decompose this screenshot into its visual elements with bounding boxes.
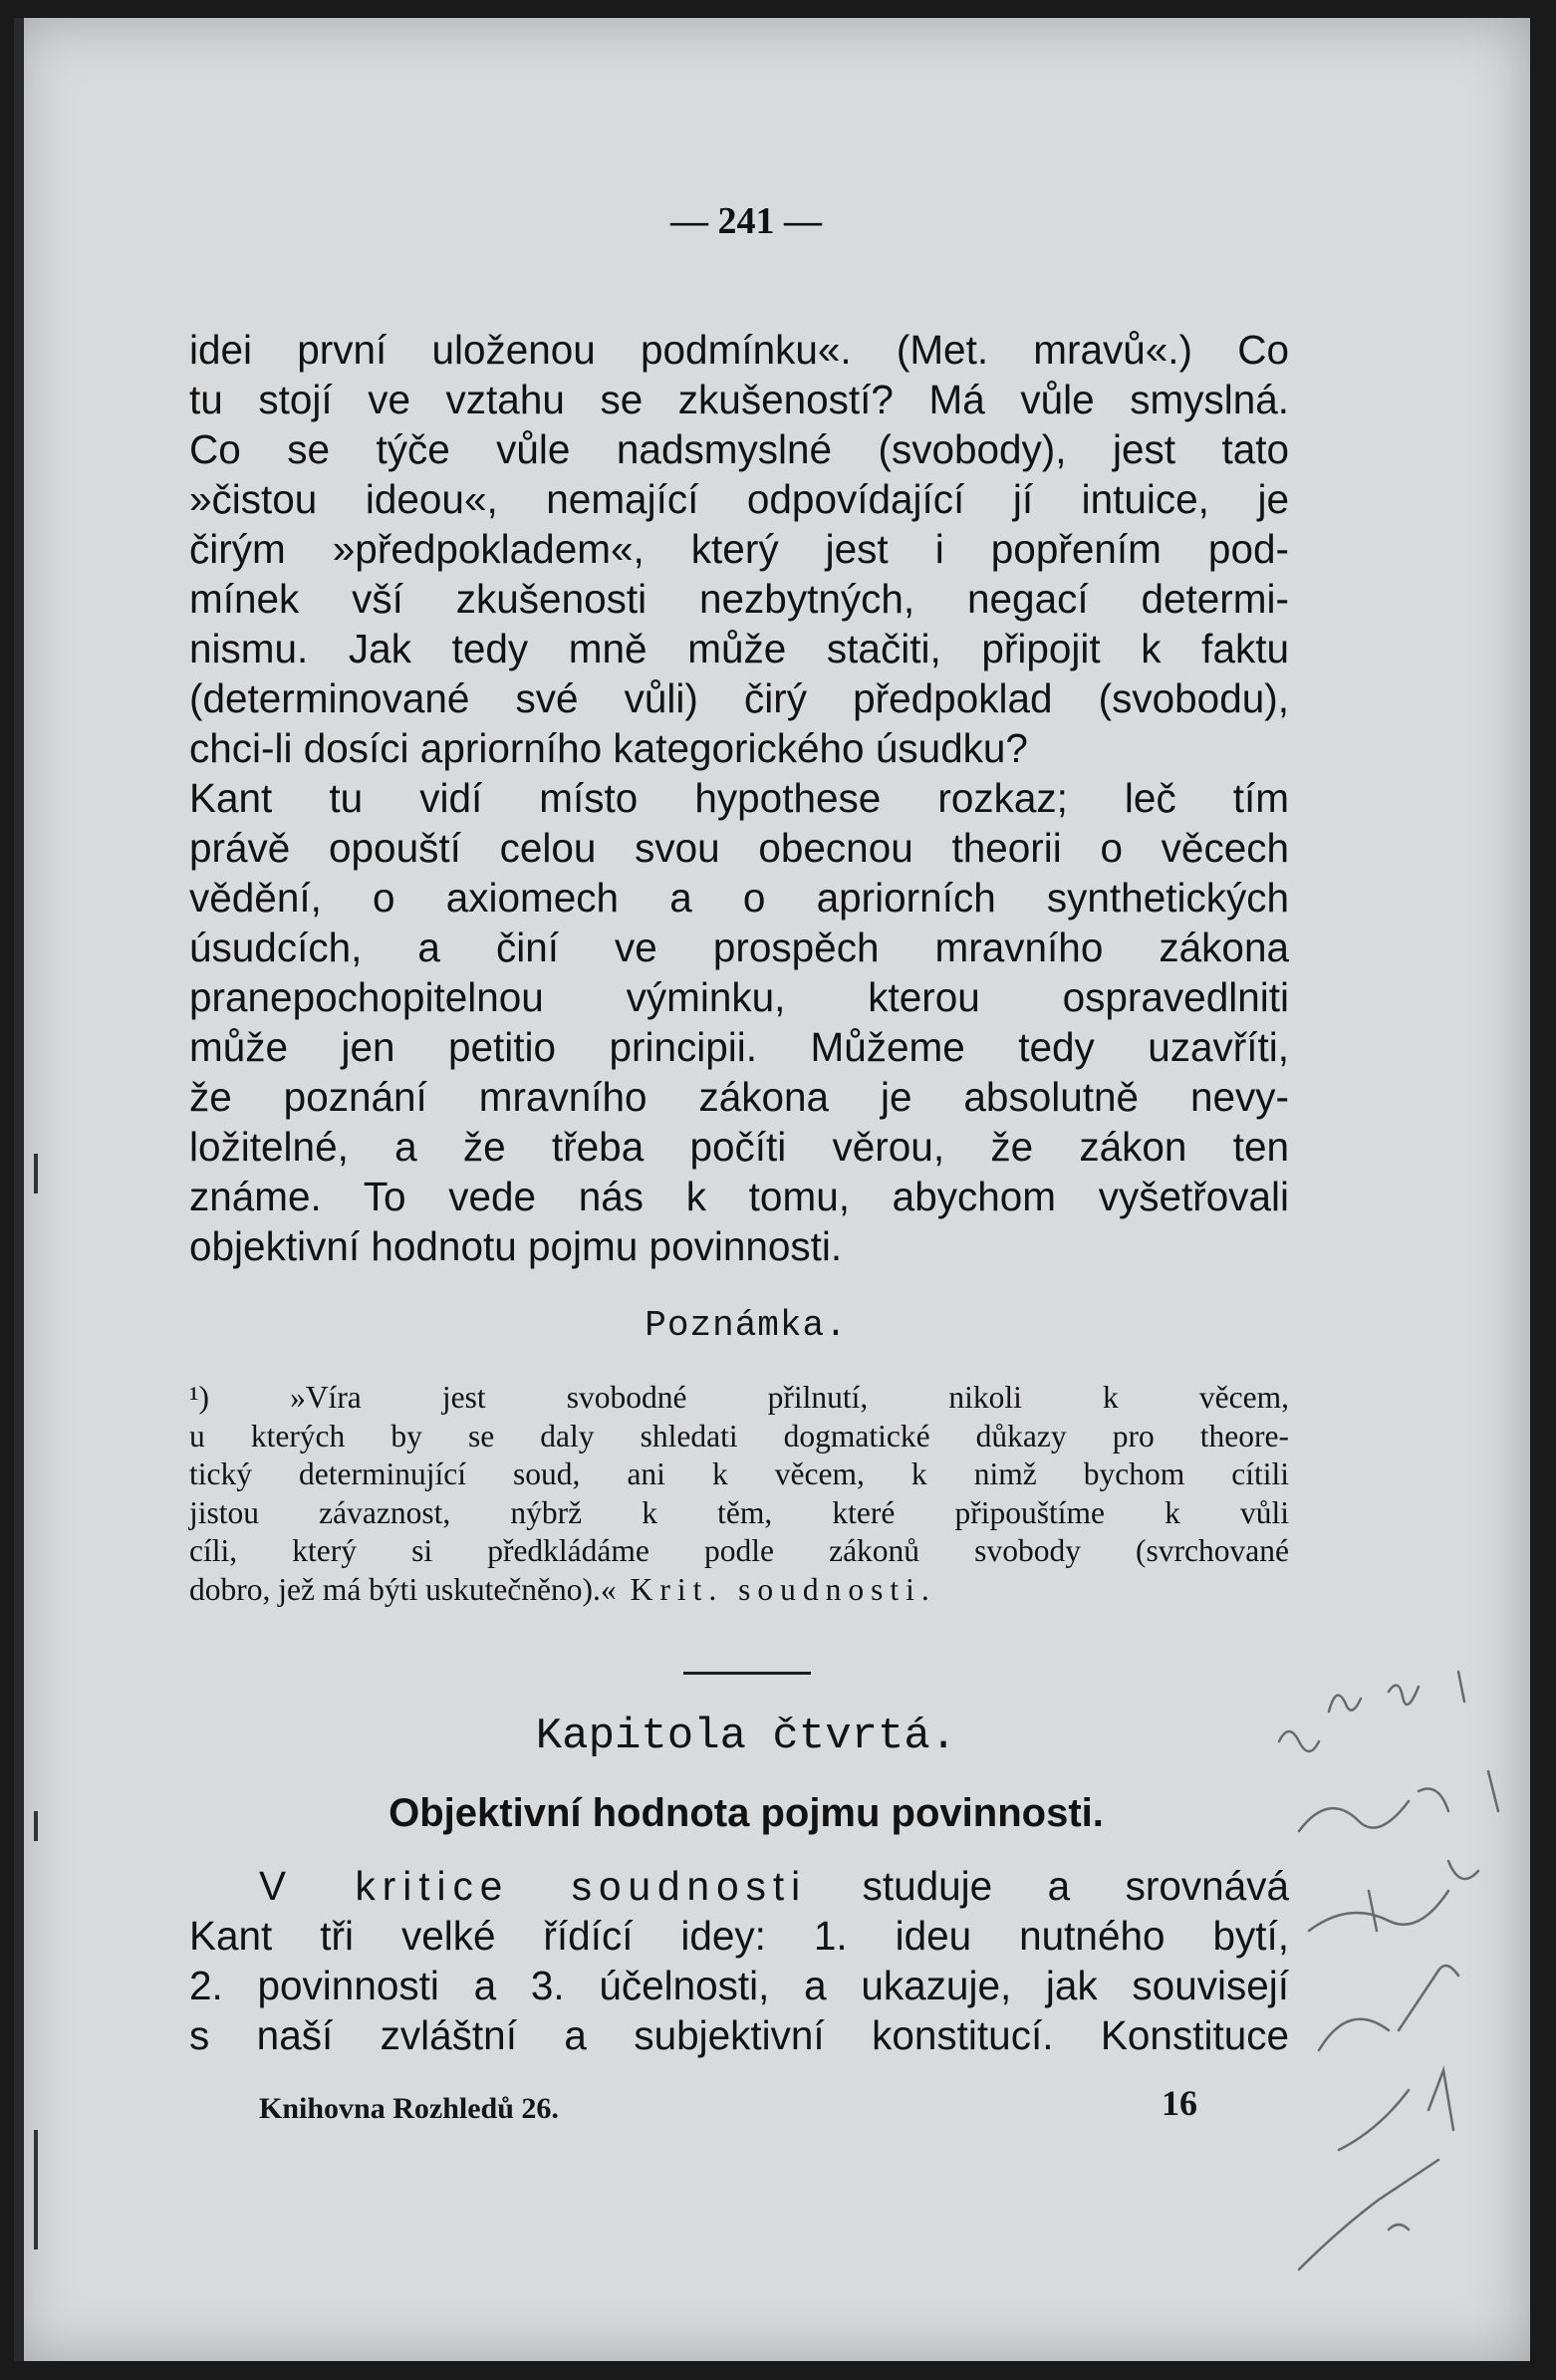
text-line: že poznání mravního zákona je absolutně nevy-	[189, 1074, 1289, 1120]
text-line: může jen petitio principii. Můžeme tedy uzavříti,	[189, 1024, 1289, 1070]
footnote-line	[189, 1571, 1289, 1610]
text-line: »čistou ideou«, nemající odpovídající jí intuice, je	[189, 476, 1289, 522]
footnote-text: dobro, jež má býti uskutečněno).«	[189, 1571, 617, 1607]
chapter-first-line	[189, 1861, 1289, 1911]
text-line: vědění, o axiomech a o apriorních synthetických	[189, 875, 1289, 921]
main-paragraph	[189, 325, 1289, 1271]
text-line: idei první uloženou podmínku«. (Met. mravů«.) Co	[189, 327, 1289, 373]
footnote-line: jistou závaznost, nýbrž k těm, které připouštíme k vůli	[189, 1494, 1289, 1530]
sheet-signature: 16	[1162, 2083, 1197, 2123]
text-line: objektivní hodnotu pojmu povinnosti.	[189, 1223, 843, 1269]
text-line: (determinované své vůli) čirý předpoklad (svobodu),	[189, 675, 1289, 721]
text-line: ložitelné, a že třeba počíti věrou, že zákon ten	[189, 1124, 1289, 1170]
footnote-line: cíli, který si předkládáme podle zákonů svobody (svrchované	[189, 1533, 1289, 1568]
page-number: — 241 —	[670, 200, 822, 242]
text-line: čirým »předpokladem«, který jest i popřením pod-	[189, 526, 1289, 572]
chapter-line: s naší zvláštní a subjektivní konstitucí. Konstituce	[189, 2012, 1289, 2058]
footnote-line: u kterých by se daly shledati dogmatické důkazy pro theore-	[189, 1418, 1289, 1454]
series-footer: Knihovna Rozhledů 26.	[259, 2092, 559, 2125]
book-page	[14, 18, 1530, 2361]
footnote-line: tický determinující soud, ani k věcem, k nimž bychom cítili	[189, 1456, 1289, 1491]
text-line: mínek vší zkušenosti nezbytných, negací determi-	[189, 576, 1289, 622]
chapter-title: Kapitola čtvrtá.	[535, 1712, 957, 1761]
first-line-rest: studuje a srovnává	[807, 1863, 1289, 1909]
footnote-source: Krit. soudnosti.	[630, 1571, 936, 1607]
chapter-subtitle: Objektivní hodnota pojmu povinnosti.	[389, 1791, 1104, 1835]
margin-mark	[34, 1154, 38, 1193]
chapter-line: 2. povinnosti a 3. účelnosti, a ukazuje, jak souvisejí	[189, 1963, 1289, 2008]
text-line: chci-li dosíci apriorního kategorického úsudku?	[189, 725, 1028, 771]
section-rule	[683, 1672, 811, 1675]
page-edge-shadow	[14, 18, 24, 2361]
chapter-paragraph	[189, 1861, 1289, 2060]
text-line: známe. To vede nás k tomu, abychom vyšetřovali	[189, 1174, 1289, 1219]
text-line: pranepochopitelnou výminku, kterou ospravedlniti	[189, 974, 1289, 1020]
text-line: právě opouští celou svou obecnou theorii o věcech	[189, 825, 1289, 871]
footnote	[189, 1379, 1289, 1609]
chapter-line: Kant tři velké řídící idey: 1. ideu nutného bytí,	[189, 1913, 1289, 1959]
spaced-title-ref: V kritice soudnosti	[259, 1863, 808, 1909]
note-heading: Poznámka.	[645, 1305, 848, 1346]
text-line: Kant tu vidí místo hypothese rozkaz; leč tím	[189, 775, 1289, 821]
footnote-line: ¹) »Víra jest svobodné přilnutí, nikoli k věcem,	[189, 1380, 1289, 1415]
text-line: tu stojí ve vztahu se zkušeností? Má vůle smyslná.	[189, 377, 1289, 422]
text-line: nismu. Jak tedy mně může stačiti, připojit k faktu	[189, 626, 1289, 671]
text-line: Co se týče vůle nadsmyslné (svobody), jest tato	[189, 426, 1289, 472]
text-line: úsudcích, a činí ve prospěch mravního zákona	[189, 925, 1289, 970]
margin-mark	[34, 2130, 38, 2249]
